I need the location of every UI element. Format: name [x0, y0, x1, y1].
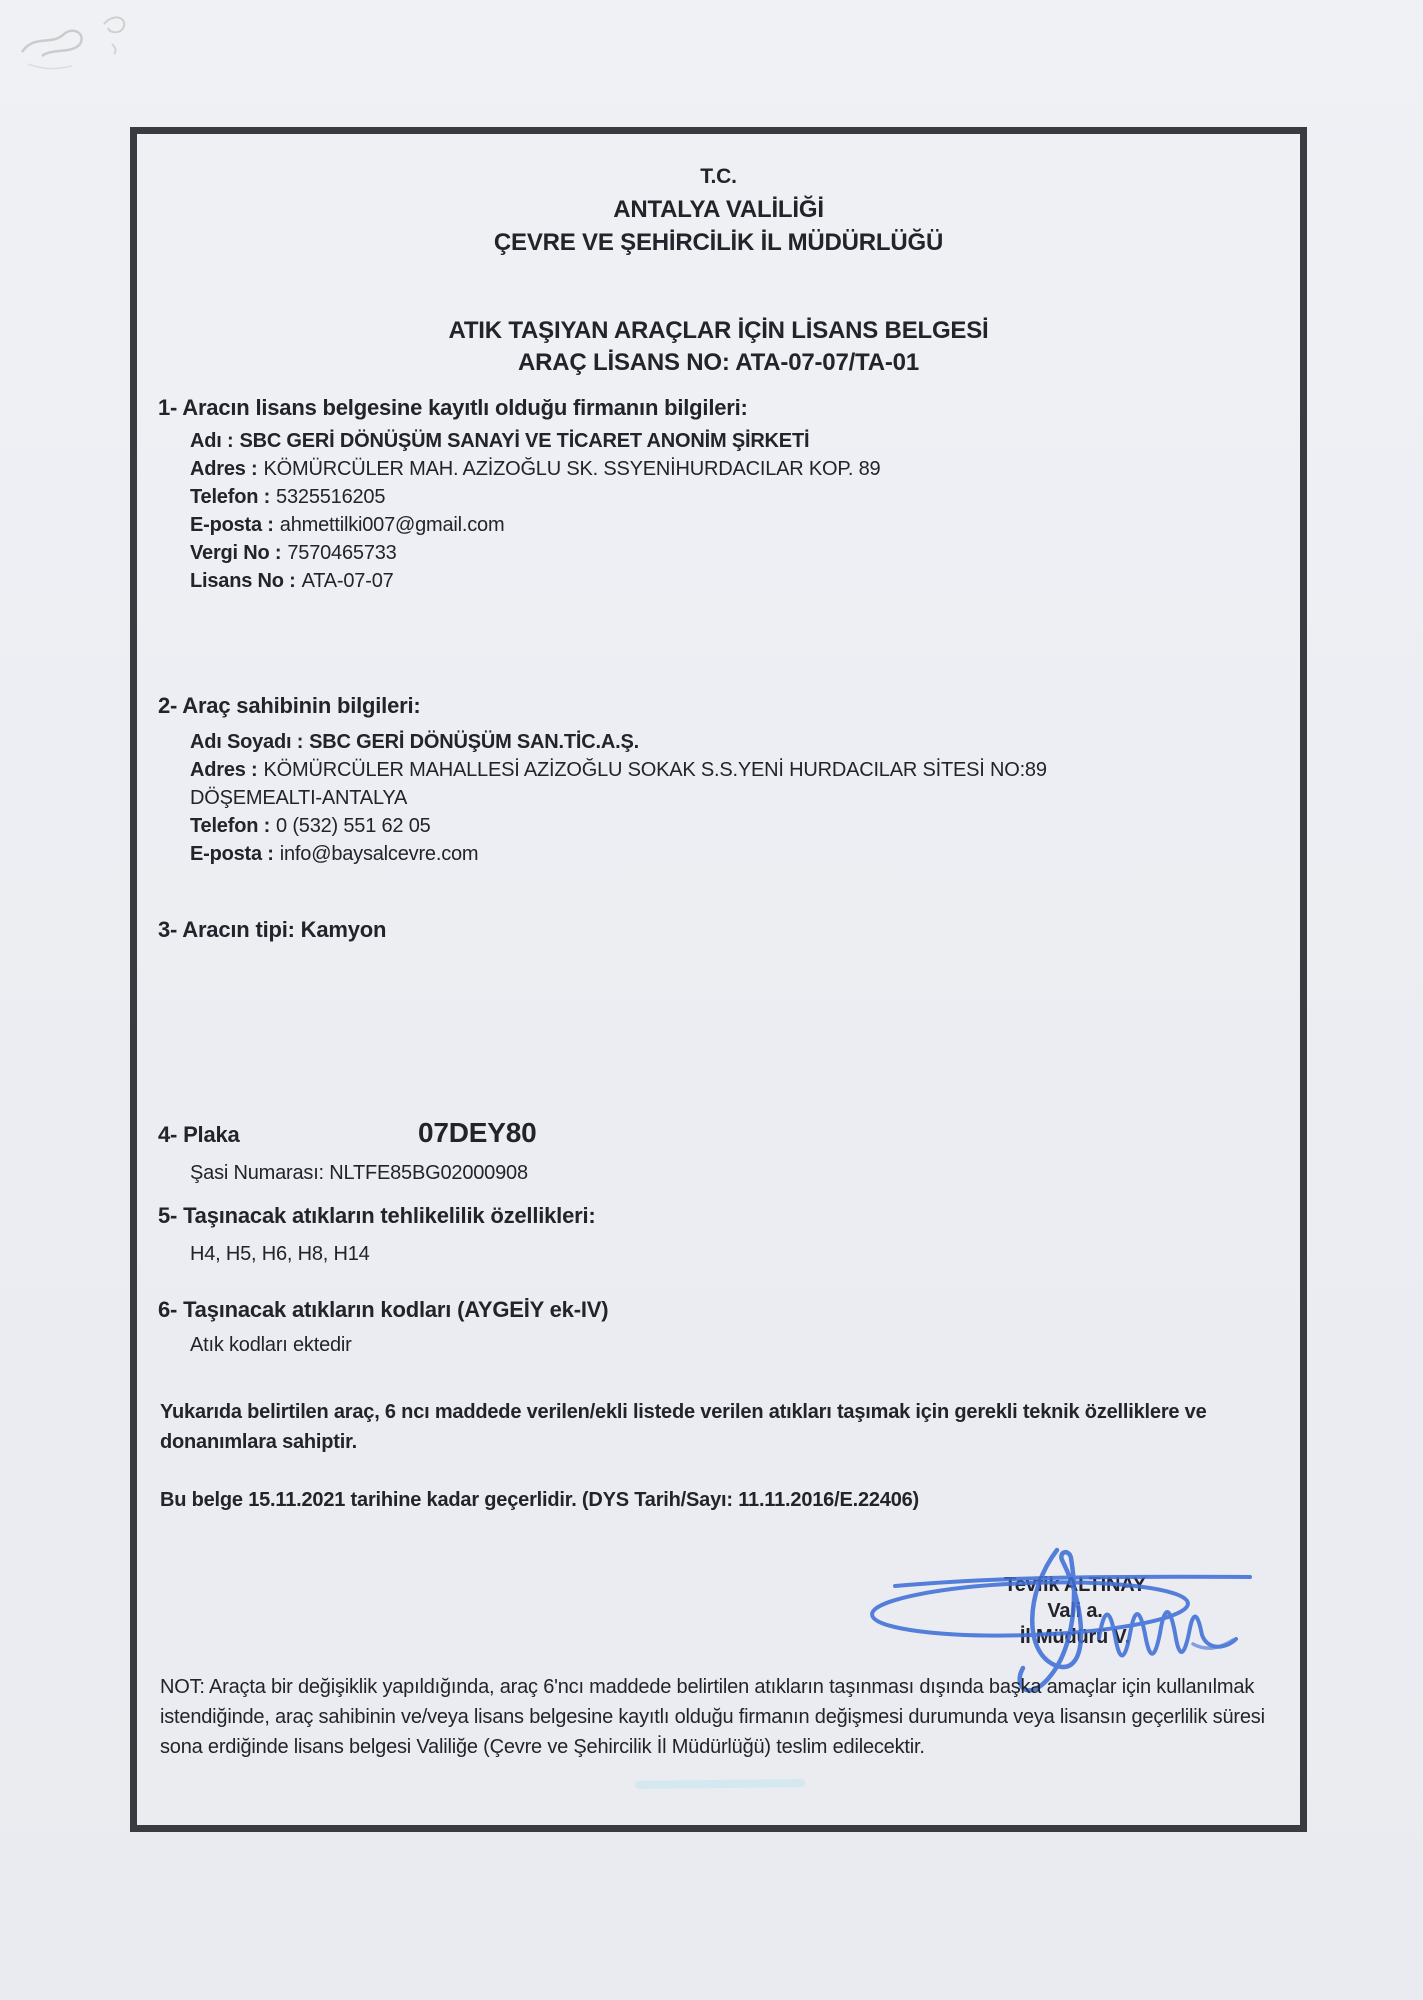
field-value: ATA-07-07: [301, 570, 394, 592]
field-label: Telefon :: [190, 486, 271, 508]
field-label: Adres :: [190, 458, 258, 480]
field-owner-phone: [190, 812, 1047, 840]
section4-heading: 4- Plaka: [158, 1122, 240, 1147]
letterhead-tc: T.C.: [700, 165, 737, 188]
hazard-codes-value: H4, H5, H6, H8, H14: [190, 1243, 370, 1265]
field-value: ahmettilki007@gmail.com: [279, 514, 505, 536]
field-label: E-posta :: [190, 514, 274, 536]
field-value: info@baysalcevre.com: [279, 843, 479, 865]
letterhead-governorship: ANTALYA VALİLİĞİ: [613, 196, 824, 223]
field-company-name: [190, 427, 880, 455]
highlighter-smudge: [635, 1779, 805, 1789]
chassis-label: Şasi Numarası:: [190, 1162, 324, 1184]
field-owner-address: [190, 756, 1047, 784]
document-title-line1: ATIK TAŞIYAN ARAÇLAR İÇİN LİSANS BELGESİ: [448, 317, 989, 344]
document-title: [137, 315, 1300, 379]
field-tax-number: [190, 539, 880, 567]
validity-statement: Bu belge 15.11.2021 tarihine kadar geçerlidir. (DYS Tarih/Sayı: 11.11.2016/E.22406): [160, 1489, 920, 1511]
section3-heading: 3- Aracın tipi: Kamyon: [158, 917, 387, 942]
field-company-phone: [190, 483, 880, 511]
chassis-number-row: [190, 1162, 528, 1185]
signatory-title-line3: İl Müdürü V.: [1019, 1626, 1131, 1648]
vehicle-plate-value: 07DEY80: [418, 1117, 537, 1148]
section1-heading: 1- Aracın lisans belgesine kayıtlı olduğu firmanın bilgileri:: [158, 395, 748, 420]
certificate-border-frame: [130, 127, 1307, 1832]
field-license-number: [190, 567, 880, 595]
field-owner-address-line2: DÖŞEMEALTI-ANTALYA: [190, 787, 408, 809]
letterhead-directorate: ÇEVRE VE ŞEHİRCİLİK İL MÜDÜRLÜĞÜ: [493, 229, 944, 256]
field-label: Adı Soyadı :: [190, 731, 304, 753]
signature-block: [895, 1572, 1255, 1650]
signatory-name: Tevfik ALTINAY: [1004, 1574, 1146, 1596]
section2-heading: 2- Araç sahibinin bilgileri:: [158, 693, 421, 718]
field-value: 5325516205: [276, 486, 386, 508]
field-owner-name: [190, 728, 1047, 756]
field-value: SBC GERİ DÖNÜŞÜM SAN.TİC.A.Ş.: [309, 731, 639, 753]
signatory-title-line2: Vali a.: [1047, 1600, 1103, 1622]
field-owner-email: [190, 840, 1047, 868]
field-label: Adı :: [190, 430, 234, 452]
technical-statement: Yukarıda belirtilen araç, 6 ncı maddede verilen/ekli listede verilen atıkları taşımak için gerekli teknik özelliklere ve donanımlara sahiptir.: [160, 1401, 1207, 1453]
return-note: NOT: Araçta bir değişiklik yapıldığında, araç 6'ncı maddede belirtilen atıkların taşınması dışında başka amaçlar için kullanılmak istendiğinde, araç sahibinin ve/veya lisans belgesine kayıtlı olduğu firmanın değişmesi durumunda veya lisansın geçerlilik süresi sona erdiğinde lisans belgesi Valiliğe (Çevre ve Şehircilik İl Müdürlüğü) teslim edilecektir.: [160, 1676, 1265, 1758]
section5-heading: 5- Taşınacak atıkların tehlikelilik özellikleri:: [158, 1203, 596, 1228]
waste-codes-value: Atık kodları ektedir: [190, 1334, 352, 1356]
field-label: Telefon :: [190, 815, 271, 837]
field-label: Adres :: [190, 759, 258, 781]
document-title-line2: ARAÇ LİSANS NO: ATA-07-07/TA-01: [518, 349, 919, 376]
field-company-email: [190, 511, 880, 539]
field-value: 0 (532) 551 62 05: [276, 815, 431, 837]
section6-heading: 6- Taşınacak atıkların kodları (AYGEİY ek-IV): [158, 1297, 609, 1322]
field-value: KÖMÜRCÜLER MAH. AZİZOĞLU SK. SSYENİHURDACILAR KOP. 89: [263, 458, 881, 480]
chassis-value: NLTFE85BG02000908: [329, 1162, 528, 1184]
scan-artifact: [8, 4, 208, 94]
section2-fields: [190, 728, 1047, 868]
field-label: Vergi No :: [190, 542, 282, 564]
letterhead: [137, 160, 1300, 259]
section1-fields: [190, 427, 880, 595]
field-label: E-posta :: [190, 843, 274, 865]
field-company-address: [190, 455, 880, 483]
field-value: KÖMÜRCÜLER MAHALLESİ AZİZOĞLU SOKAK S.S.YENİ HURDACILAR SİTESİ NO:89: [263, 759, 1047, 781]
field-value: 7570465733: [287, 542, 397, 564]
field-value: SBC GERİ DÖNÜŞÜM SANAYİ VE TİCARET ANONİM ŞİRKETİ: [239, 430, 810, 452]
field-label: Lisans No :: [190, 570, 296, 592]
